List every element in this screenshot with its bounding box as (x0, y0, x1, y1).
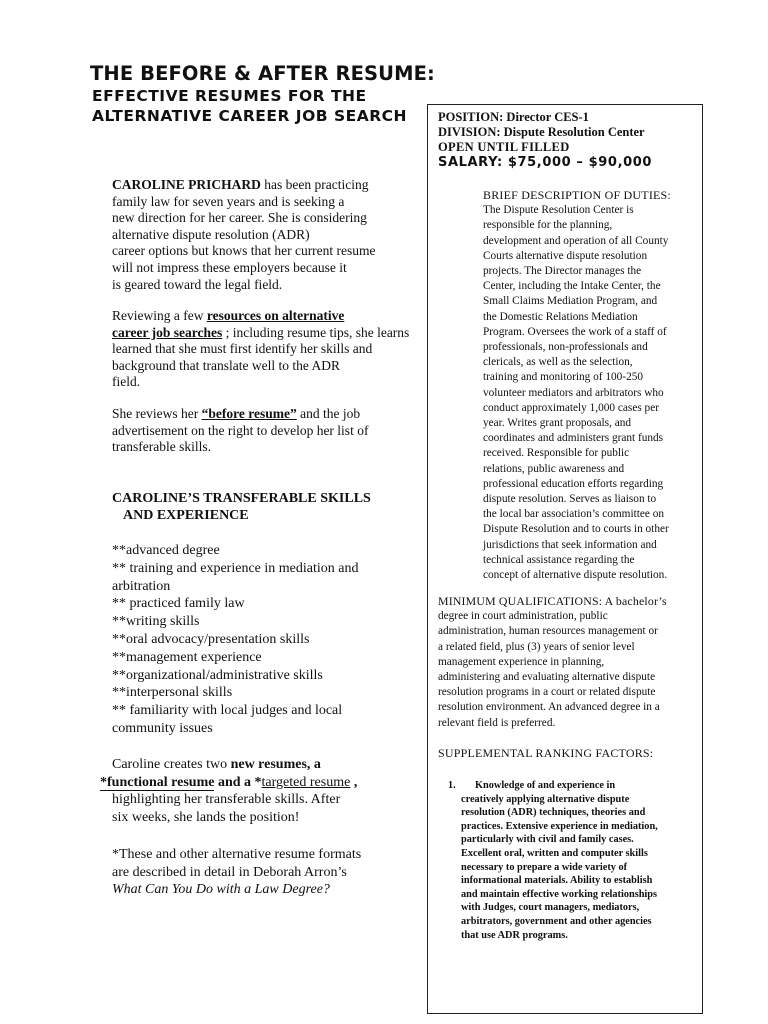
job-searches-link[interactable]: career job searches (112, 324, 223, 340)
ranking-number: 1. (448, 780, 456, 791)
targeted-resume-link[interactable]: targeted resume (261, 774, 351, 790)
list-item: **management experience (112, 649, 262, 665)
resources-link[interactable]: resources on alternative (206, 308, 345, 323)
reviews-paragraph: She reviews her “before resume” and the job advertisement on the right to develop her list of transferable skills. (112, 406, 369, 455)
book-title: What Can You Do with a Law Degree? (112, 882, 330, 898)
job-header (438, 110, 652, 170)
creates-paragraph: Caroline creates two new resumes, a *functional resume and a *targeted resume , highlighting her transferable skills. After six weeks, she lands the position! (100, 757, 358, 825)
before-resume-link[interactable]: “before resume” (201, 406, 297, 421)
page-title: THE BEFORE & AFTER RESUME: (90, 62, 435, 85)
list-item: **interpersonal skills (112, 685, 233, 701)
position-line: POSITION: Director CES-1 (438, 110, 589, 124)
list-item: ** familiarity with local judges and local (112, 703, 343, 719)
supplemental-heading: SUPPLEMENTAL RANKING FACTORS: (438, 746, 654, 760)
subtitle-line: EFFECTIVE RESUMES FOR THE (92, 87, 367, 105)
list-item: ** practiced family law (112, 596, 245, 612)
list-item: community issues (112, 720, 213, 736)
subtitle-line: ALTERNATIVE CAREER JOB SEARCH (92, 107, 407, 125)
list-item: arbitration (112, 578, 171, 594)
list-item: **organizational/administrative skills (112, 667, 323, 683)
intro-paragraph: CAROLINE PRICHARD has been practicing family law for seven years and is seeking a new direction for her career. She is considering alternative dispute resolution (ADR) career options but knows that her current resume will not impress these employers because it is geared toward the legal field. (112, 177, 376, 292)
list-item: **writing skills (112, 614, 200, 630)
duties-section: BRIEF DESCRIPTION OF DUTIES: The Dispute Resolution Center is responsible for the planning, development and operation of all County Courts alternative dispute resolution projects. The Director manages the Center, including the Intake Center, the Small Claims Mediation Program, and the Domestic Relations Mediation Program. Oversees the work of a staff of professionals, non-professionals and clericals, as well as the selection, training and monitoring of 100-250 volunteer mediators and arbitrators who conduct approximately 1,000 cases per year. Writes grant proposals, and coordinates and administers grant funds received. Responsible for public relations, public awareness and professional education efforts regarding dispute resolution. Serves as liaison to the local bar association’s committee on Dispute Resolution and to courts in other jurisdictions that seek information and technical assistance regarding the concept of alternative dispute resolution. (483, 188, 671, 582)
ranking-factor: Knowledge of and experience in creatively applying alternative dispute resolution (ADR) techniques, theories and practices. Extensive experience in mediation, particularly with civil and family cases. Excellent oral, written and computer skills necessary to prepare a wide variety of informational materials. Ability to establish and maintain effective working relationships with Judges, court managers, mediators, arbitrators, government and other agencies that use ADR programs. (461, 780, 658, 941)
list-item: ** training and experience in mediation and (112, 560, 359, 576)
qualifications-section: MINIMUM QUALIFICATIONS: A bachelor’s degree in court administration, public administration, human resources management or a related field, plus (3) years of senior level management experience in planning, administering and evaluating alternative dispute resolution programs in a court or related dispute resolution environment. An advanced degree in a relevant field is preferred. (438, 594, 667, 729)
salary-line: SALARY: $75,000 – $90,000 (438, 155, 653, 170)
skills-list (112, 542, 358, 738)
functional-resume-link[interactable]: functional resume (107, 774, 215, 790)
page-subtitle (92, 86, 407, 126)
duties-heading: BRIEF DESCRIPTION OF DUTIES: (483, 188, 671, 202)
reviewing-paragraph: Reviewing a few resources on alternative career job searches ; including resume tips, she learns learned that she must first identify her skills and background that translate well to the ADR field. (112, 308, 410, 390)
division-line: DIVISION: Dispute Resolution Center (438, 125, 645, 139)
open-line: OPEN UNTIL FILLED (438, 140, 570, 154)
list-item: **advanced degree (112, 543, 220, 558)
skills-heading: CAROLINE’S TRANSFERABLE SKILLS AND EXPERIENCE (112, 491, 371, 523)
person-name: CAROLINE PRICHARD (112, 177, 261, 192)
footnote: *These and other alternative resume formats are described in detail in Deborah Arron’s What Can You Do with a Law Degree? (112, 847, 362, 898)
list-item: **oral advocacy/presentation skills (112, 631, 310, 647)
